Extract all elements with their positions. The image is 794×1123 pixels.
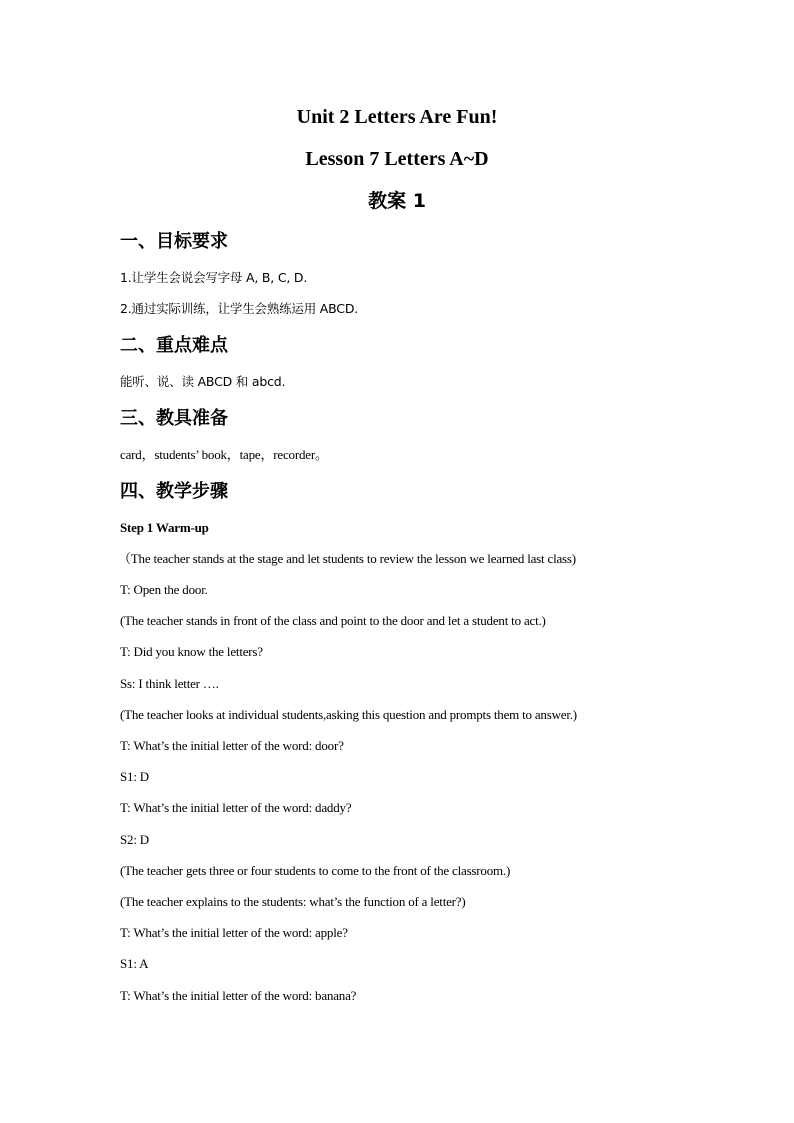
step-line: (The teacher gets three or four students to come to the front of the classroom.) (120, 863, 511, 878)
step-line: T: What’s the initial letter of the word: banana? (120, 988, 357, 1003)
step-line: S1: A (120, 956, 149, 971)
step-line: (The teacher explains to the students: what’s the function of a letter?) (120, 894, 466, 909)
section-heading-materials: 三、教具准备 (120, 408, 228, 429)
lesson-title: Lesson 7 Letters A~D (305, 148, 489, 170)
section-heading-key-points: 二、重点难点 (120, 335, 228, 356)
step-heading: Step 1 Warm-up (120, 520, 209, 535)
materials-line-1: card，students’ book，tape，recorder。 (120, 447, 328, 462)
key-point-line-1: 能听、说、读 ABCD 和 abcd. (120, 374, 286, 389)
step-line: (The teacher looks at individual students,asking this question and prompts them to answer.) (120, 707, 577, 722)
step-line: Ss: I think letter …. (120, 676, 219, 691)
goal-line-2: 2.通过实际训练，让学生会熟练运用 ABCD. (120, 301, 359, 316)
step-line: T: Did you know the letters? (120, 644, 263, 659)
step-line: T: Open the door. (120, 582, 208, 597)
section-heading-steps: 四、教学步骤 (120, 481, 228, 502)
step-line: S2: D (120, 832, 149, 847)
plan-title: 教案 1 (368, 190, 426, 212)
goal-line-1: 1.让学生会说会写字母 A, B, C, D. (120, 270, 308, 285)
step-line: (The teacher stands in front of the class and point to the door and let a student to act.) (120, 613, 546, 628)
step-line: （The teacher stands at the stage and let students to review the lesson we learned last class) (118, 551, 576, 566)
step-line: T: What’s the initial letter of the word: apple? (120, 925, 348, 940)
section-heading-goals: 一、目标要求 (120, 231, 228, 252)
step-line: T: What’s the initial letter of the word: daddy? (120, 800, 352, 815)
step-line: T: What’s the initial letter of the word: door? (120, 738, 344, 753)
unit-title: Unit 2 Letters Are Fun! (296, 106, 498, 128)
step-line: S1: D (120, 769, 149, 784)
